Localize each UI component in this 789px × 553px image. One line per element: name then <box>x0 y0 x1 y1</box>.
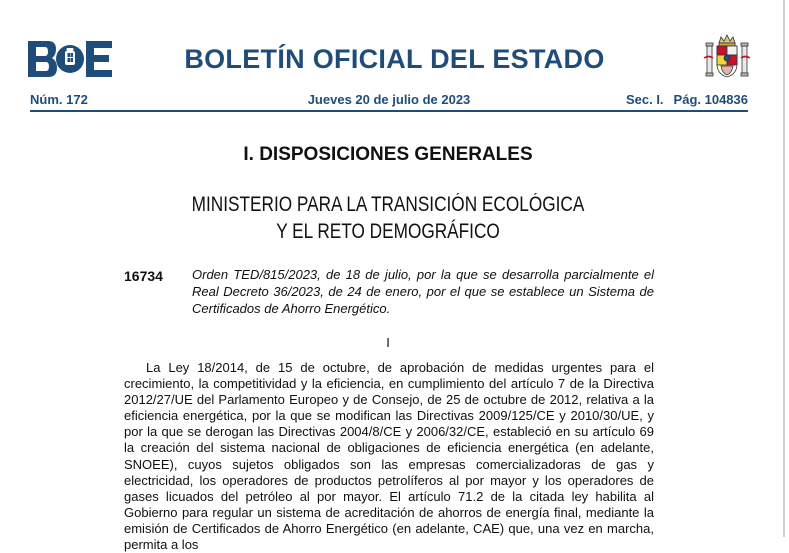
header-divider <box>30 110 748 112</box>
body-paragraph: La Ley 18/2014, de 15 de octubre, de aprobación de medidas urgentes para el crecimiento, la competitividad y la eficiencia, en cumplimiento del artículo 7 de la Directiva 2012/27/UE del Parlamento Europeo y de Consejo, de 25 de octubre de 2012, relativa a la eficiencia energética, por la que se modifican las Directivas 2009/125/CE y 2010/30/UE, y por la que se derogan las Directivas 2004/8/CE y 2006/32/CE, estableció en su artículo 69 la creación del sistema nacional de obligaciones de eficiencia energética (en adelante, SNOEE), cuyos sujetos obligados son las empresas comercializadoras de gas y electricidad, los operadores de productos petrolíferos al por mayor y los operadores de gases licuados del petróleo al por mayor. El artículo 71.2 de la citada ley habilita al Gobierno para regular un sistema de acreditación de ahorros de energía final, mediante la emisión de Certificados de Ahorro Energético (en adelante, CAE) que, una vez en marcha, permita a los <box>124 360 654 553</box>
chapter-numeral: I <box>386 335 390 350</box>
page-label: Pág. 104836 <box>673 92 748 107</box>
section-label: Sec. I. <box>625 92 664 107</box>
ministry-heading <box>70 191 706 245</box>
section-heading: I. DISPOSICIONES GENERALES <box>243 144 533 165</box>
order-summary: Orden TED/815/2023, de 18 de julio, por la que se desarrolla parcialmente el Real Decreto 36/2023, de 24 de enero, por el que se establece un Sistema de Certificados de Ahorro Energético. <box>192 267 654 316</box>
page-edge-divider <box>783 0 785 537</box>
order-number: 16734 <box>124 268 163 284</box>
issue-info-row <box>30 92 748 108</box>
ministry-line-2: Y EL RETO DEMOGRÁFICO <box>276 220 500 243</box>
issue-number: Núm. 172 <box>30 92 88 107</box>
ministry-line-1: MINISTERIO PARA LA TRANSICIÓN ECOLÓGICA <box>191 193 585 216</box>
issue-date: Jueves 20 de julio de 2023 <box>307 92 471 107</box>
section-page-info <box>626 92 748 107</box>
gazette-title: BOLETÍN OFICIAL DEL ESTADO <box>184 44 605 74</box>
